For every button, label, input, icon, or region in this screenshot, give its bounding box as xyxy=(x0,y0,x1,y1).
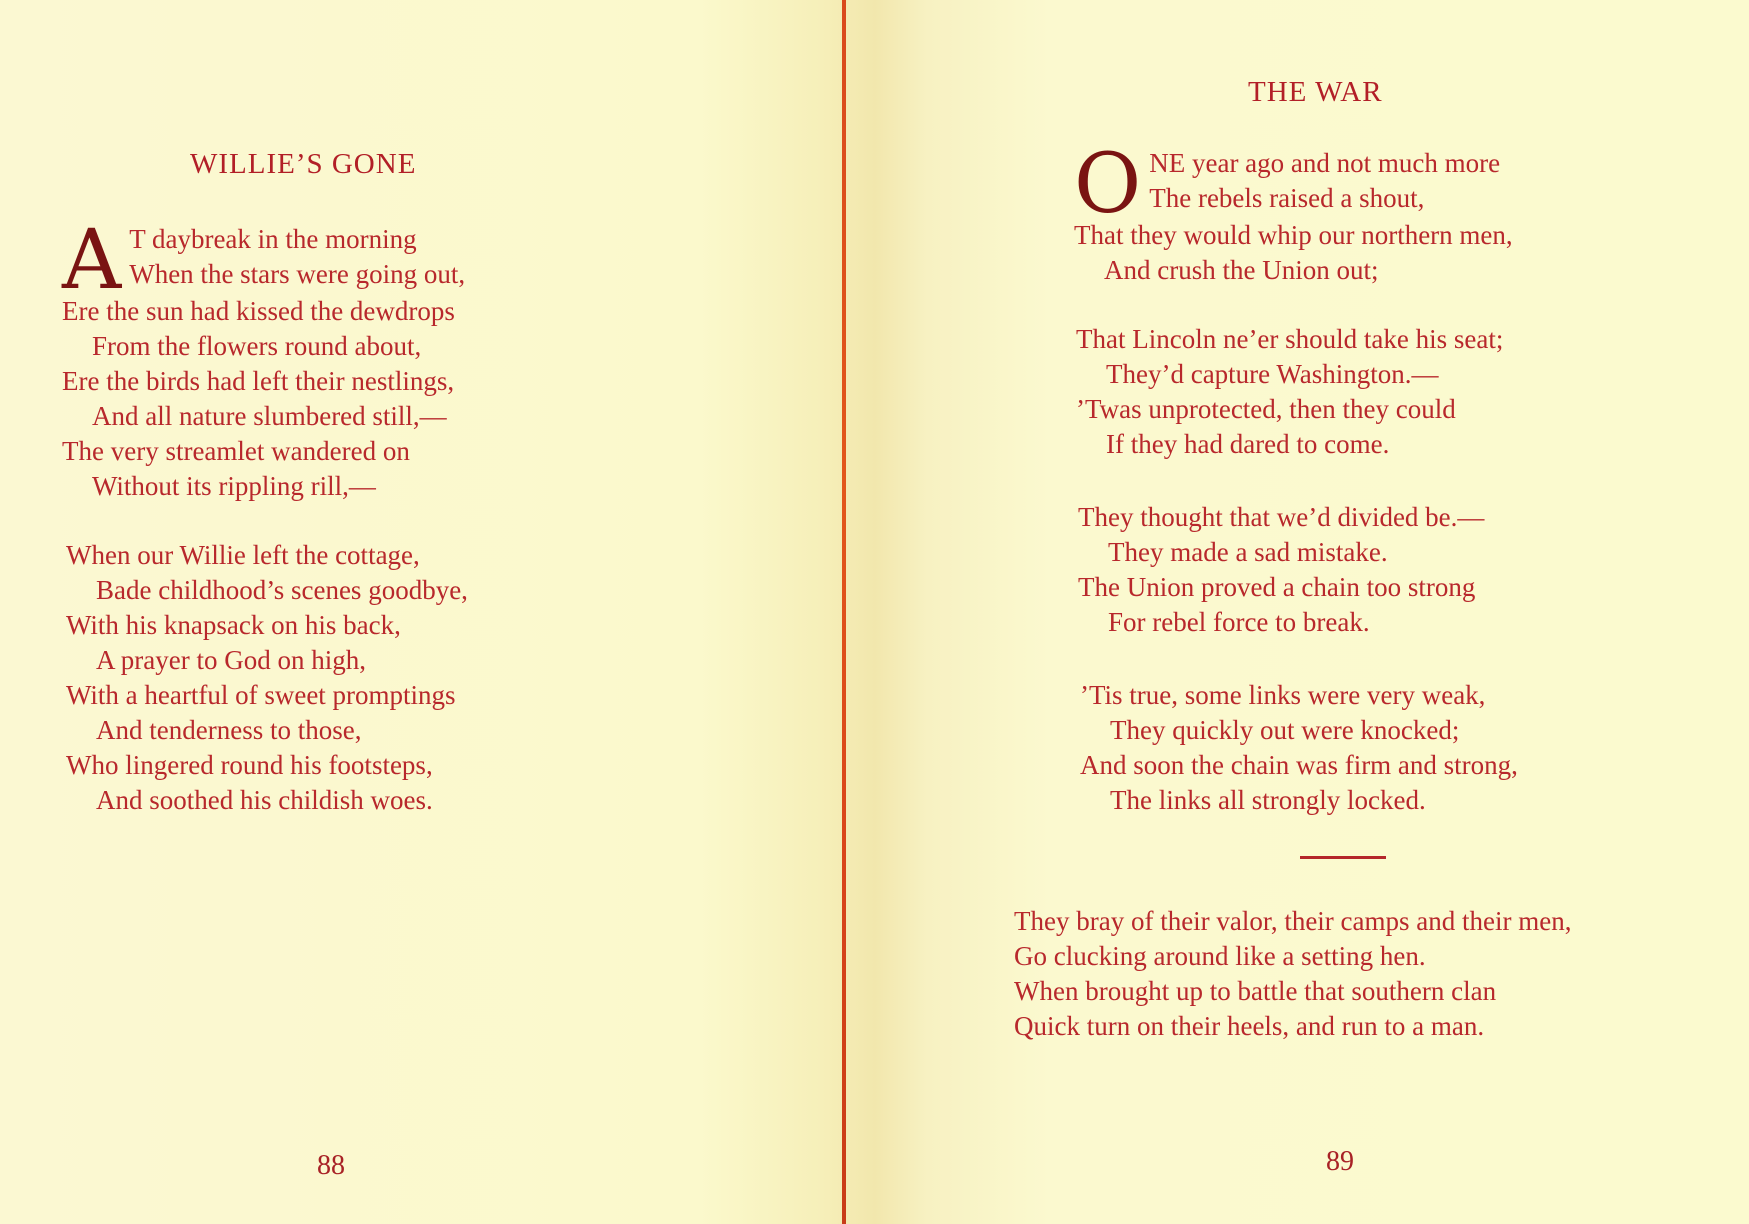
poem-line: For rebel force to break. xyxy=(1108,607,1370,637)
poem-line: Without its rippling rill,— xyxy=(92,471,376,501)
poem-line: T daybreak in the morning xyxy=(129,224,417,254)
right-page xyxy=(846,0,1749,1224)
poem-title: WILLIE’S GONE xyxy=(190,148,417,180)
poem-line: Quick turn on their heels, and run to a man. xyxy=(1014,1011,1485,1041)
poem-line: The rebels raised a shout, xyxy=(1149,183,1425,213)
poem-line: They thought that we’d divided be.— xyxy=(1078,502,1485,532)
poem-line: And all nature slumbered still,— xyxy=(92,401,447,431)
poem-line: And tenderness to those, xyxy=(96,715,362,745)
poem-line: They quickly out were knocked; xyxy=(1110,715,1460,745)
poem-body xyxy=(1078,500,1484,640)
stanza xyxy=(1074,137,1513,288)
poem-line: Go clucking around like a setting hen. xyxy=(1014,941,1426,971)
poem-line: Bade childhood’s scenes goodbye, xyxy=(96,575,468,605)
coda-verse xyxy=(1014,904,1571,1044)
poem-line: ’Twas unprotected, then they could xyxy=(1076,394,1456,424)
poem-line: When the stars were going out, xyxy=(129,259,466,289)
poem-line: Who lingered round his footsteps, xyxy=(66,750,433,780)
poem-line: The Union proved a chain too strong xyxy=(1078,572,1476,602)
stanza xyxy=(62,213,466,504)
poem-line: ’Tis true, some links were very weak, xyxy=(1080,680,1486,710)
section-rule xyxy=(1300,856,1386,859)
poem-body xyxy=(1074,137,1513,288)
stanza xyxy=(1076,322,1503,462)
poem-line: They’d capture Washington.— xyxy=(1106,359,1439,389)
poem-line: A prayer to God on high, xyxy=(96,645,366,675)
poem-title: THE WAR xyxy=(1248,76,1383,108)
poem-line: With a heartful of sweet promptings xyxy=(66,680,456,710)
poem-line: That they would whip our northern men, xyxy=(1074,220,1513,250)
poem-line: And crush the Union out; xyxy=(1104,255,1379,285)
poem-line: That Lincoln ne’er should take his seat; xyxy=(1076,324,1504,354)
poem-line: If they had dared to come. xyxy=(1106,429,1390,459)
poem-line: When our Willie left the cottage, xyxy=(66,540,420,570)
poem-line: They bray of their valor, their camps and their men, xyxy=(1014,906,1572,936)
poem-line: Ere the birds had left their nestlings, xyxy=(62,366,455,396)
poem-line: And soothed his childish woes. xyxy=(96,785,433,815)
poem-line: Ere the sun had kissed the dewdrops xyxy=(62,296,455,326)
poem-line: The links all strongly locked. xyxy=(1110,785,1426,815)
stanza xyxy=(1078,500,1484,640)
poem-line: With his knapsack on his back, xyxy=(66,610,401,640)
stanza xyxy=(66,538,468,818)
stanza xyxy=(1080,678,1518,818)
poem-line: NE year ago and not much more xyxy=(1149,148,1501,178)
drop-cap: A xyxy=(62,213,122,308)
poem-body xyxy=(66,538,468,818)
poem-line: When brought up to battle that southern clan xyxy=(1014,976,1497,1006)
left-page xyxy=(0,0,842,1224)
poem-line: The very streamlet wandered on xyxy=(62,436,410,466)
poem-line: And soon the chain was firm and strong, xyxy=(1080,750,1518,780)
poem-body xyxy=(1076,322,1503,462)
drop-cap: O xyxy=(1074,137,1142,232)
poem-line: From the flowers round about, xyxy=(92,331,422,361)
poem-body xyxy=(1080,678,1518,818)
poem-body xyxy=(62,213,466,504)
page-number: 88 xyxy=(317,1150,345,1181)
page-number: 89 xyxy=(1326,1146,1354,1177)
poem-line: They made a sad mistake. xyxy=(1108,537,1388,567)
